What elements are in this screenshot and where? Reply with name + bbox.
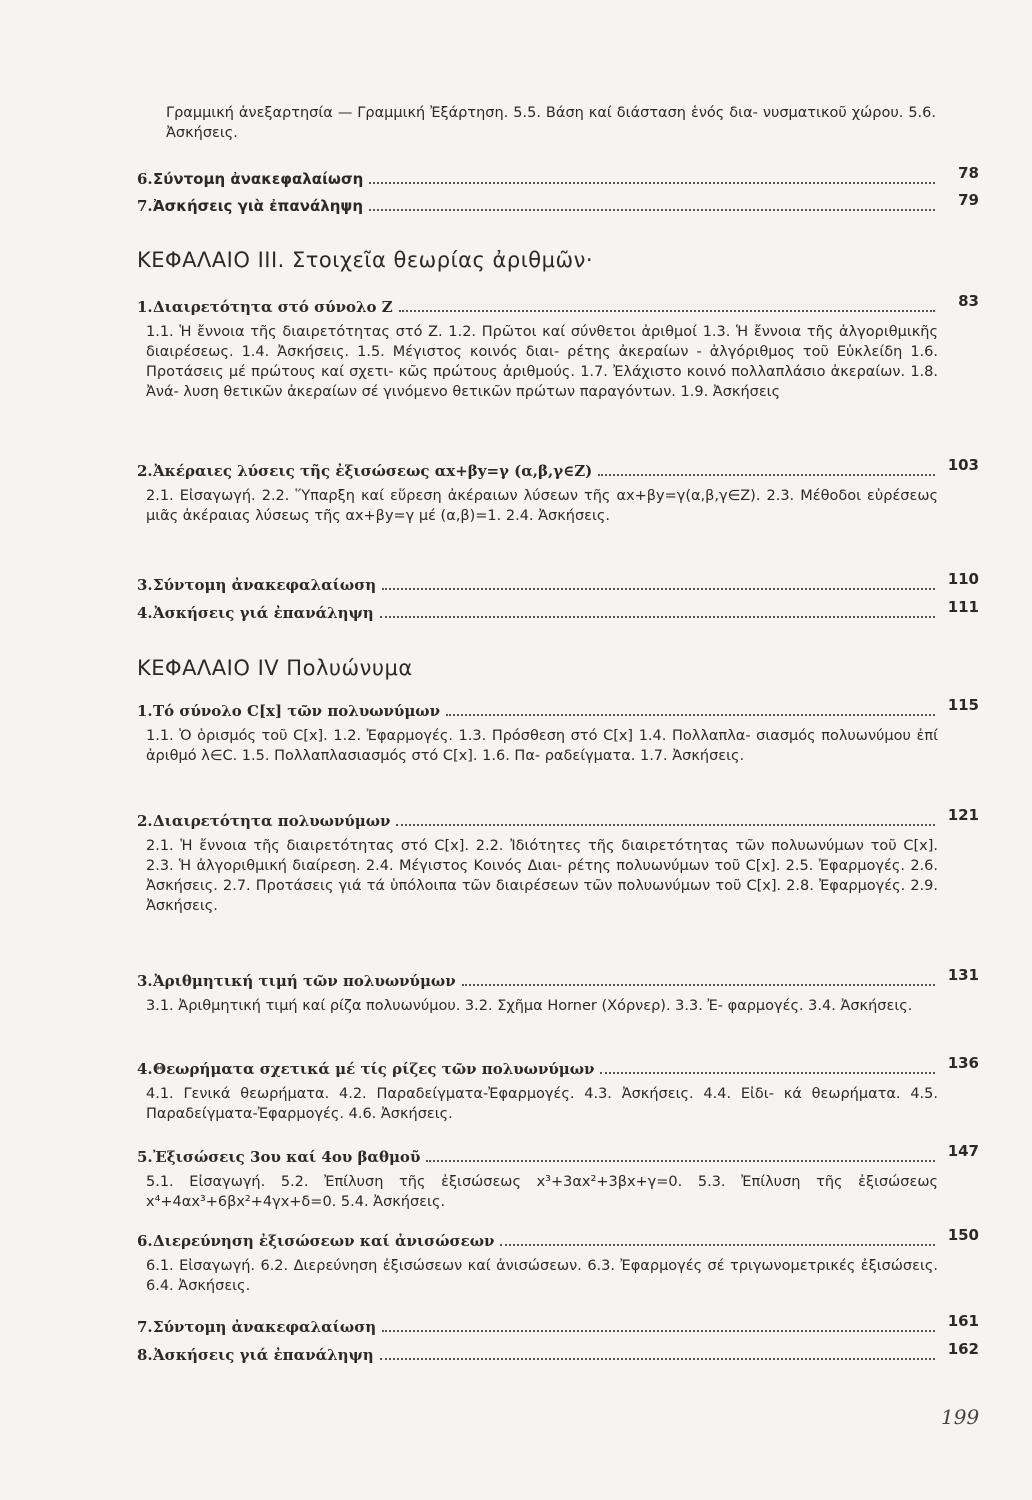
intro-text: Γραμμική ἀνεξαρτησία — Γραμμική Ἐξάρτηση. 5.5. Βάση καί διάσταση ἑνός δια- νυσματικοῦ χώρου. 5.6. Ἀσκήσεις. bbox=[166, 105, 936, 141]
entry-page: 83 bbox=[958, 292, 979, 310]
toc-entry bbox=[137, 598, 979, 622]
entry-page: 111 bbox=[947, 598, 979, 616]
toc-entry bbox=[137, 570, 979, 594]
chapter-heading: ΚΕΦΑΛΑΙΟ ΙΙΙ. Στοιχεῖα θεωρίας ἀριθμῶν· bbox=[137, 248, 594, 272]
toc-entry bbox=[137, 1312, 979, 1336]
entry-title: Ἐξισώσεις 3ου καί 4ου βαθμοῦ bbox=[153, 1148, 421, 1166]
leader-dots bbox=[598, 473, 935, 476]
toc-entry bbox=[137, 292, 979, 402]
entry-description: 4.1. Γενικά θεωρήματα. 4.2. Παραδείγματα-Ἐφαρμογές. 4.3. Ἀσκήσεις. 4.4. Εἰδι- κά θεωρήματα. 4.5. Παραδείγματα-Ἐφαρμογές. 4.6. Ἀσκήσεις. bbox=[146, 1086, 938, 1122]
entry-title: Σύντομη ἀνακεφαλαίωση bbox=[153, 1318, 377, 1336]
leader-dots bbox=[380, 1357, 935, 1360]
entry-page: 150 bbox=[947, 1226, 979, 1244]
page-number: 199 bbox=[941, 1405, 980, 1429]
entry-page: 78 bbox=[958, 164, 979, 182]
entry-description: 1.1. Ὁ ὁρισμός τοῦ C[x]. 1.2. Ἐφαρμογές. 1.3. Πρόσθεση στό C[x] 1.4. Πολλαπλα- σιασμός πολυωνύμου ἐπί ἀριθμό λ∈C. 1.5. Πολλαπλασιασμός στό C[x]. 1.6. Πα- ραδείγματα. 1.7. Ἀσκήσεις. bbox=[146, 728, 938, 764]
entry-number: 4. bbox=[137, 1060, 153, 1078]
entry-title: Τό σύνολο C[x] τῶν πολυωνύμων bbox=[153, 702, 440, 720]
leader-dots bbox=[500, 1243, 935, 1246]
leader-dots bbox=[462, 983, 935, 986]
entry-number: 3. bbox=[137, 576, 153, 594]
entry-description: 2.1. Εἰσαγωγή. 2.2. Ὕπαρξη καί εὕρεση ἀκέραιων λύσεων τῆς αx+βy=γ(α,β,γ∈Z). 2.3. Μέθοδοι εὑρέσεως μιᾶς ἀκέραιας λύσεως τῆς αx+βy=γ μέ (α,β)=1. 2.4. Ἀσκήσεις. bbox=[146, 488, 938, 524]
entry-title: Θεωρήματα σχετικά μέ τίς ρίζες τῶν πολυωνύμων bbox=[153, 1060, 595, 1078]
entry-description: 5.1. Εἰσαγωγή. 5.2. Ἐπίλυση τῆς ἐξισώσεως x³+3αx²+3βx+γ=0. 5.3. Ἐπίλυση τῆς ἐξισώσεως x⁴+4αx³+6βx²+4γx+δ=0. 5.4. Ἀσκήσεις. bbox=[146, 1174, 938, 1210]
entry-title: Ἀκέραιες λύσεις τῆς ἐξισώσεως αx+βy=γ (α,β,γ∈Z) bbox=[153, 462, 593, 480]
leader-dots bbox=[369, 181, 935, 184]
entry-page: 115 bbox=[947, 696, 979, 714]
toc-entry bbox=[137, 1340, 979, 1364]
entry-page: 121 bbox=[947, 806, 979, 824]
toc-entry bbox=[137, 1142, 979, 1212]
leader-dots bbox=[600, 1071, 935, 1074]
entry-title: Ἀριθμητική τιμή τῶν πολυωνύμων bbox=[153, 972, 456, 990]
entry-title: Ἀσκήσεις γιά ἐπανάληψη bbox=[153, 604, 374, 622]
entry-title: Διερεύνηση ἐξισώσεων καί ἀνισώσεων bbox=[153, 1232, 495, 1250]
entry-page: 147 bbox=[947, 1142, 979, 1160]
entry-description: 2.1. Ἡ ἔννοια τῆς διαιρετότητας στό C[x]. 2.2. Ἰδιότητες τῆς διαιρετότητας τῶν πολυωνύμων τοῦ C[x]. 2.3. Ἡ ἀλγοριθμική διαίρεση. 2.4. Μέγιστος Κοινός Διαι- ρέτης πολυωνύμων τοῦ C[x]. 2.5. Ἐφαρμογές. 2.6. Ἀσκήσεις. 2.7. Προτάσεις γιά τά ὑπόλοιπα τῶν διαιρέσεων τῶν πολυωνύμων τοῦ C[x]. 2.8. Ἐφαρμογές. 2.9. Ἀσκήσεις. bbox=[146, 838, 938, 914]
entry-number: 3. bbox=[137, 972, 153, 990]
leader-dots bbox=[382, 1329, 935, 1332]
leader-dots bbox=[396, 823, 935, 826]
leader-dots bbox=[380, 615, 935, 618]
entry-number: 4. bbox=[137, 604, 153, 622]
entry-page: 103 bbox=[947, 456, 979, 474]
entry-title: Διαιρετότητα πολυωνύμων bbox=[153, 812, 391, 830]
toc-entry bbox=[137, 806, 979, 916]
leader-dots bbox=[426, 1159, 935, 1162]
entry-number: 6. bbox=[137, 1232, 153, 1250]
entry-page: 110 bbox=[947, 570, 979, 588]
entry-number: 1. bbox=[137, 298, 153, 316]
entry-title: Διαιρετότητα στό σύνολο Z bbox=[153, 298, 393, 316]
entry-description: 3.1. Ἀριθμητική τιμή καί ρίζα πολυωνύμου. 3.2. Σχῆμα Horner (Χόρνερ). 3.3. Ἐ- φαρμογές. 3.4. Ἀσκήσεις. bbox=[146, 998, 913, 1014]
entry-number: 2. bbox=[137, 812, 153, 830]
entry-number: 6. bbox=[137, 170, 153, 188]
entry-number: 5. bbox=[137, 1148, 153, 1166]
entry-title: Σύντομη ἀνακεφαλαίωση bbox=[153, 170, 364, 188]
leader-dots bbox=[369, 208, 935, 211]
leader-dots bbox=[399, 309, 935, 312]
entry-title: Ἀσκήσεις γιά ἐπανάληψη bbox=[153, 1346, 374, 1364]
toc-entry bbox=[137, 1226, 979, 1296]
entry-number: 8. bbox=[137, 1346, 153, 1364]
entry-page: 161 bbox=[947, 1312, 979, 1330]
toc-entry bbox=[137, 164, 979, 188]
chapter-heading: ΚΕΦΑΛΑΙΟ IV Πολυώνυμα bbox=[137, 656, 413, 680]
leader-dots bbox=[382, 587, 935, 590]
entry-description: 1.1. Ἡ ἔννοια τῆς διαιρετότητας στό Z. 1.2. Πρῶτοι καί σύνθετοι ἀριθμοί 1.3. Ἡ ἔννοια τῆς ἀλγοριθμικῆς διαιρέσεως. 1.4. Ἀσκήσεις. 1.5. Μέγιστος κοινός διαι- ρέτης ἀκεραίων - ἀλγόριθμος τοῦ Εὐκλείδη 1.6. Προτάσεις μέ πρώτους καί σχετι- κῶς πρώτους ἀριθμούς. 1.7. Ἐλάχιστο κοινό πολλαπλάσιο ἀκεραίων. 1.8. Ἀνά- λυση θετικῶν ἀκεραίων σέ γινόμενο θετικῶν πρώτων παραγόντων. 1.9. Ἀσκήσεις bbox=[146, 324, 938, 400]
entry-number: 7. bbox=[137, 1318, 153, 1336]
toc-entry bbox=[137, 696, 979, 766]
toc-entry bbox=[137, 1054, 979, 1124]
entry-title: Σύντομη ἀνακεφαλαίωση bbox=[153, 576, 377, 594]
entry-description: 6.1. Εἰσαγωγή. 6.2. Διερεύνηση ἐξισώσεων καί ἀνισώσεων. 6.3. Ἐφαρμογές σέ τριγωνομετρικές ἐξισώσεις. 6.4. Ἀσκήσεις. bbox=[146, 1258, 938, 1294]
entry-page: 136 bbox=[947, 1054, 979, 1072]
entry-title: Ἀσκήσεις γιὰ ἐπανάληψη bbox=[153, 197, 364, 215]
entry-number: 7. bbox=[137, 197, 153, 215]
toc-entry bbox=[137, 191, 979, 215]
toc-entry bbox=[137, 456, 979, 526]
entry-page: 162 bbox=[947, 1340, 979, 1358]
entry-page: 131 bbox=[947, 966, 979, 984]
entry-number: 2. bbox=[137, 462, 153, 480]
toc-entry bbox=[137, 966, 979, 1016]
entry-page: 79 bbox=[958, 191, 979, 209]
leader-dots bbox=[446, 713, 935, 716]
entry-number: 1. bbox=[137, 702, 153, 720]
